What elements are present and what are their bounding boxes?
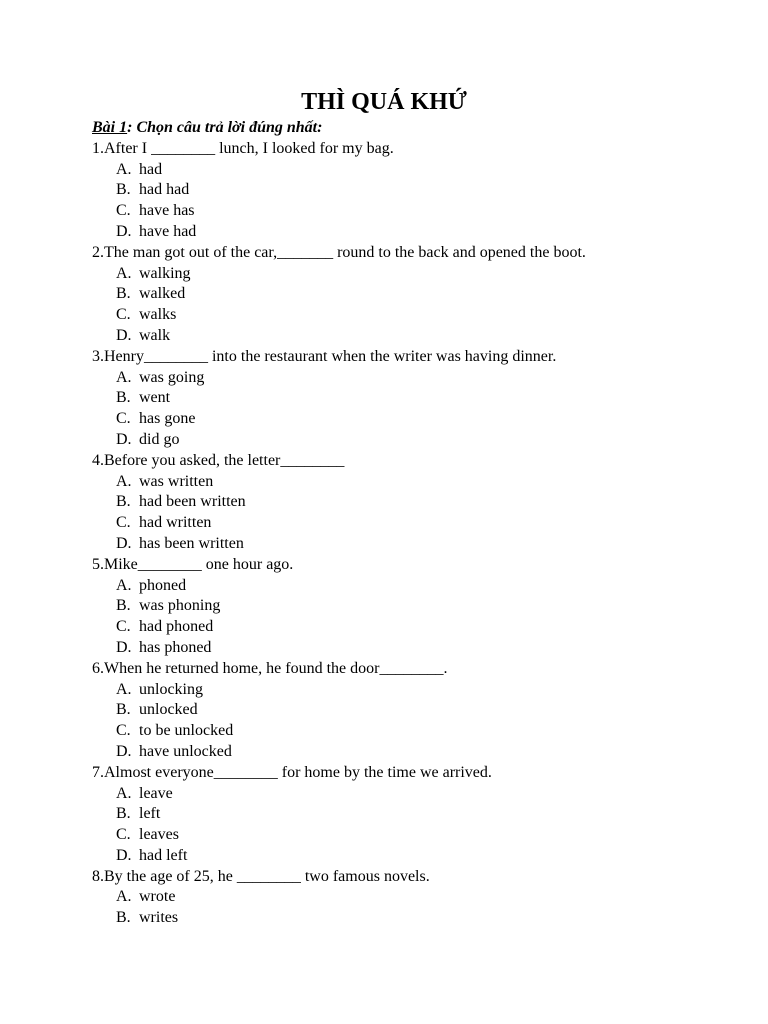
option-letter: A.: [116, 472, 132, 490]
answer-options: [92, 784, 712, 867]
option-letter: B.: [116, 805, 131, 823]
option-letter: B.: [116, 701, 131, 719]
option-text: had been written: [139, 493, 246, 511]
answer-options: [92, 160, 712, 243]
option-text: was phoning: [139, 597, 221, 615]
answer-options: [92, 680, 712, 763]
question-text: 8.By the age of 25, he ________ two famous novels.: [92, 867, 430, 885]
answer-options: [92, 472, 712, 555]
answer-option: [92, 596, 712, 617]
question-item: [92, 555, 712, 659]
option-text: had had: [139, 181, 190, 199]
answer-option: [92, 784, 712, 805]
option-text: was written: [139, 472, 214, 490]
question-item: [92, 243, 712, 347]
answer-option: [92, 201, 712, 222]
option-text: had written: [139, 514, 212, 532]
option-text: had left: [139, 846, 188, 864]
option-text: have had: [139, 222, 197, 240]
document-body: [92, 118, 712, 929]
option-text: had: [139, 160, 163, 178]
answer-option: [92, 409, 712, 430]
answer-options: [92, 576, 712, 659]
option-text: to be unlocked: [139, 722, 234, 740]
option-letter: D.: [116, 430, 132, 448]
option-text: was going: [139, 368, 205, 386]
option-letter: C.: [116, 306, 131, 324]
answer-option: [92, 846, 712, 867]
answer-option: [92, 887, 712, 908]
answer-option: [92, 700, 712, 721]
question-text: 5.Mike________ one hour ago.: [92, 555, 294, 573]
question-text: 4.Before you asked, the letter________: [92, 451, 345, 469]
question-list: [92, 139, 712, 929]
option-letter: B.: [116, 493, 131, 511]
answer-option: [92, 305, 712, 326]
option-text: have unlocked: [139, 742, 232, 760]
answer-options: [92, 887, 712, 929]
option-letter: B.: [116, 285, 131, 303]
answer-option: [92, 430, 712, 451]
option-letter: A.: [116, 680, 132, 698]
document-title: THÌ QUÁ KHỨ: [301, 89, 467, 115]
answer-option: [92, 908, 712, 929]
option-text: writes: [139, 909, 179, 927]
option-text: walks: [139, 306, 177, 324]
option-letter: D.: [116, 742, 132, 760]
option-text: had phoned: [139, 618, 214, 636]
option-letter: D.: [116, 222, 132, 240]
option-letter: C.: [116, 722, 131, 740]
option-letter: D.: [116, 326, 132, 344]
answer-option: [92, 513, 712, 534]
answer-option: [92, 825, 712, 846]
option-letter: D.: [116, 534, 132, 552]
exercise-label: Bài 1: [92, 119, 128, 136]
option-text: unlocking: [139, 680, 203, 698]
option-letter: C.: [116, 618, 131, 636]
option-letter: A.: [116, 368, 132, 386]
option-letter: A.: [116, 888, 132, 906]
option-letter: A.: [116, 160, 132, 178]
option-letter: C.: [116, 410, 131, 428]
option-text: went: [139, 389, 171, 407]
option-letter: A.: [116, 784, 132, 802]
option-letter: C.: [116, 202, 131, 220]
option-text: wrote: [139, 888, 176, 906]
question-text: 7.Almost everyone________ for home by the time we arrived.: [92, 763, 492, 781]
answer-option: [92, 222, 712, 243]
answer-option: [92, 264, 712, 285]
answer-option: [92, 388, 712, 409]
answer-option: [92, 368, 712, 389]
answer-option: [92, 492, 712, 513]
question-text: 3.Henry________ into the restaurant when the writer was having dinner.: [92, 347, 557, 365]
question-item: [92, 347, 712, 451]
option-text: walking: [139, 264, 191, 282]
answer-option: [92, 576, 712, 597]
answer-option: [92, 638, 712, 659]
answer-option: [92, 617, 712, 638]
question-item: [92, 139, 712, 243]
option-letter: B.: [116, 597, 131, 615]
option-text: has gone: [139, 410, 196, 428]
answer-option: [92, 721, 712, 742]
question-text: 6.When he returned home, he found the door________.: [92, 659, 448, 677]
question-item: [92, 867, 712, 929]
option-text: unlocked: [139, 701, 198, 719]
option-text: walk: [139, 326, 171, 344]
option-text: have has: [139, 202, 195, 220]
answer-option: [92, 180, 712, 201]
question-item: [92, 659, 712, 763]
option-letter: A.: [116, 264, 132, 282]
option-letter: C.: [116, 826, 131, 844]
option-text: leaves: [139, 826, 179, 844]
option-text: has been written: [139, 534, 244, 552]
answer-options: [92, 368, 712, 451]
option-letter: D.: [116, 846, 132, 864]
answer-option: [92, 284, 712, 305]
question-text: 2.The man got out of the car,_______ round to the back and opened the boot.: [92, 243, 586, 261]
answer-options: [92, 264, 712, 347]
exercise-instruction: : Chọn câu trả lời đúng nhất:: [127, 119, 323, 136]
answer-option: [92, 680, 712, 701]
exercise-heading: [92, 118, 712, 139]
question-item: [92, 763, 712, 867]
answer-option: [92, 472, 712, 493]
answer-option: [92, 326, 712, 347]
option-text: phoned: [139, 576, 187, 594]
answer-option: [92, 160, 712, 181]
option-text: did go: [139, 430, 180, 448]
option-letter: D.: [116, 638, 132, 656]
option-text: has phoned: [139, 638, 212, 656]
option-text: leave: [139, 784, 173, 802]
option-letter: B.: [116, 181, 131, 199]
answer-option: [92, 742, 712, 763]
option-text: walked: [139, 285, 186, 303]
option-text: left: [139, 805, 161, 823]
option-letter: C.: [116, 514, 131, 532]
option-letter: B.: [116, 909, 131, 927]
answer-option: [92, 804, 712, 825]
question-item: [92, 451, 712, 555]
answer-option: [92, 534, 712, 555]
option-letter: A.: [116, 576, 132, 594]
option-letter: B.: [116, 389, 131, 407]
question-text: 1.After I ________ lunch, I looked for my bag.: [92, 139, 394, 157]
